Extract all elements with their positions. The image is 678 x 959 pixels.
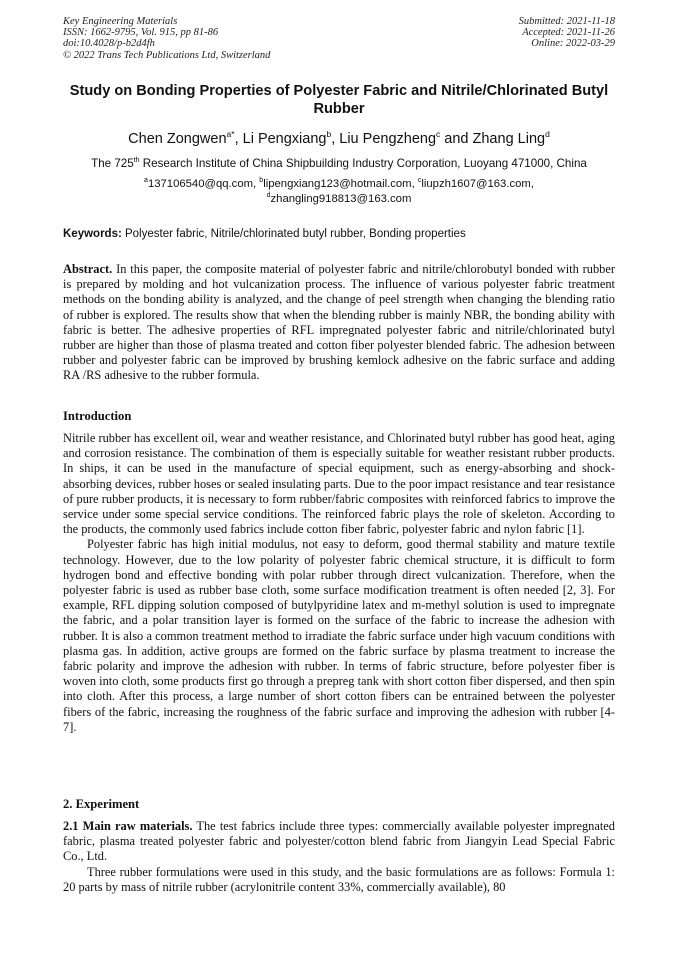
author-and: and bbox=[440, 131, 473, 147]
author-name: Zhang Ling bbox=[472, 131, 546, 147]
introduction-heading: Introduction bbox=[63, 409, 132, 423]
email-mark: a bbox=[144, 177, 148, 185]
email-mark: d bbox=[266, 192, 271, 200]
experiment-heading: 2. Experiment bbox=[63, 797, 140, 811]
email-address[interactable]: liupzh1607@163.com bbox=[421, 178, 531, 190]
issn-line: ISSN: 1662-9795, Vol. 915, pp 81-86 bbox=[63, 27, 219, 39]
email-address[interactable]: 137106540@qq.com bbox=[147, 178, 254, 190]
author-separator: , bbox=[331, 131, 340, 147]
experiment-paragraph bbox=[63, 819, 615, 865]
subsection-label: 2.1 Main raw materials. bbox=[63, 819, 193, 833]
author-affil-mark: c bbox=[436, 129, 441, 140]
online-date: Online: 2022-03-29 bbox=[531, 38, 615, 50]
journal-header-left bbox=[63, 16, 270, 61]
journal-header-right bbox=[519, 16, 615, 50]
keywords-text: Polyester fabric, Nitrile/chlorinated butyl rubber, Bonding properties bbox=[121, 228, 466, 240]
email-address[interactable]: zhangling918813@163.com bbox=[270, 193, 412, 205]
abstract-label: Abstract. bbox=[63, 262, 113, 276]
abstract-text: In this paper, the composite material of polyester fabric and nitrile/chlorobutyl bonded with rubber is prepared by molding and hot vulcanization process. The influence of various polyester fabric treatment methods on the bonding ability is analyzed, and the change of peel strength when changing the blending ratio of rubber is explored. The results show that when the blending rubber is mainly NBR, the bonding ability with fabric is better. The adhesive properties of RFL impregnated polyester fabric and nitrile/chlorinated butyl rubber are higher than those of plasma treated and cotton fiber polyester blended fabric. The adhesion between rubber and polyester fabric can be improved by brushing kemlock adhesive on the fabric surface and adding RA /RS adhesive to the rubber formula. bbox=[63, 262, 615, 383]
email-separator: , bbox=[253, 178, 260, 190]
email-address[interactable]: lipengxiang123@hotmail.com bbox=[263, 178, 412, 190]
author-affil-mark: b bbox=[326, 129, 332, 140]
email-separator: , bbox=[411, 178, 418, 190]
journal-name: Key Engineering Materials bbox=[63, 16, 178, 27]
author-affil-mark: d bbox=[545, 129, 550, 140]
paper-title: Study on Bonding Properties of Polyester Fabric and Nitrile/Chlorinated Butyl Rubber bbox=[69, 83, 609, 117]
author-affil-mark: a* bbox=[226, 129, 235, 140]
email-list bbox=[90, 177, 588, 207]
doi-line: doi:10.4028/p-b2d4fh bbox=[63, 38, 155, 50]
keywords bbox=[63, 227, 615, 242]
email-mark: b bbox=[259, 177, 264, 185]
accepted-date: Accepted: 2021-11-26 bbox=[522, 27, 615, 39]
author-name: Li Pengxiang bbox=[242, 131, 327, 147]
affiliation-post: Research Institute of China Shipbuilding Industry Corporation, Luoyang 471000, China bbox=[139, 157, 587, 170]
experiment-paragraph: Three rubber formulations were used in this study, and the basic formulations are as follows: Formula 1: 20 parts by mass of nitrile rubber (acrylonitrile content 33%, commercially available), 80 bbox=[63, 864, 615, 894]
author-separator: , bbox=[234, 131, 243, 147]
introduction-paragraph: Polyester fabric has high initial modulus, not easy to deform, good thermal stability and mature textile technology. However, due to the low polarity of polyester fabric chemical structure, it is difficult to form hydrogen bond and effective bonding with polar rubber through direct vulcanization. Therefore, when the polyester fabric is used as rubber base cloth, some surface modification treatment is often needed [2, 3]. For example, RFL dipping solution composed of butylpyridine latex and m-methyl solution is used to impregnate the fabric, and a polar transition layer is formed on the surface of the fabric to increase the adhesion with rubber. It is also a common treatment method to irradiate the fabric surface under high vacuum conditions with plasma gas. In addition, active groups are formed on the fabric surface by plasma treatment to increase the fabric polarity and improve the adhesion with rubber. In terms of fabric structure, before polyester fiber is woven into cloth, some products first go through a prepreg tank with short cotton fiber dispersed, and then spin into cloth. After this process, a large number of short cotton fibers can be entrained between the polyester fibers of the fabric, increasing the roughness of the fabric surface and improving the adhesion with rubber [4-7]. bbox=[63, 537, 615, 734]
affiliation bbox=[40, 156, 638, 171]
introduction-body bbox=[63, 431, 615, 735]
affiliation-pre: The 725 bbox=[91, 157, 134, 170]
author-name: Liu Pengzheng bbox=[339, 131, 437, 147]
abstract bbox=[63, 262, 615, 384]
copyright-line: © 2022 Trans Tech Publications Ltd, Switzerland bbox=[63, 49, 271, 61]
experiment-text: The test fabrics include three types: commercially available polyester impregnated fabric, plasma treated polyester fabric and polyester/cotton blend fabric from Jiangyin Lead Special Fabric Co., Ltd. bbox=[63, 819, 615, 864]
affiliation-sup: th bbox=[133, 157, 140, 165]
email-mark: c bbox=[417, 177, 422, 185]
author-name: Chen Zongwen bbox=[128, 131, 227, 147]
email-separator: , bbox=[530, 178, 534, 190]
submitted-date: Submitted: 2021-11-18 bbox=[518, 16, 615, 27]
author-list bbox=[40, 130, 638, 148]
keywords-label: Keywords: bbox=[63, 228, 122, 240]
introduction-paragraph: Nitrile rubber has excellent oil, wear and weather resistance, and Chlorinated butyl rubber has good heat, aging and corrosion resistance. The combination of them is especially suitable for weather resistant rubber products. In ships, it can be used in the manufacture of special equipment, such as energy-absorbing and shock-absorbing devices, rubber hoses or sealed insulating parts. Due to the poor impact resistance and tear resistance of pure rubber products, it is necessary to form rubber/fabric composites with reinforced fabrics to improve the service under some special service conditions. The reinforced fabric plays the role of skeleton. According to the products, the commonly used fabrics include cotton fiber fabric, polyester fabric and nylon fabric [1]. bbox=[63, 431, 615, 537]
experiment-body bbox=[63, 819, 615, 895]
